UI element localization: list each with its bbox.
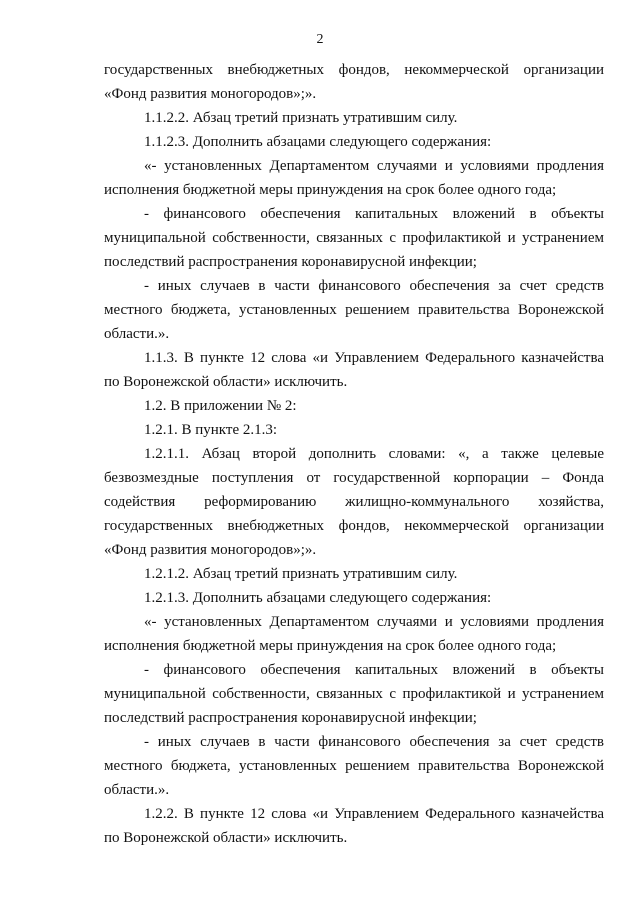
paragraph: 1.2.1.2. Абзац третий признать утратившим силу. (144, 566, 458, 582)
paragraph: 1.2.1.3. Дополнить абзацами следующего содержания: (144, 590, 492, 606)
paragraph: - финансового обеспечения капитальных вложений в объекты муниципальной собственности, связанных с профилактикой и устранением последствий распространения коронавирусной инфекции; (104, 662, 604, 726)
page-number: 2 (316, 32, 324, 47)
paragraph: 1.2.1. В пункте 2.1.3: (144, 422, 278, 438)
paragraph: - финансового обеспечения капитальных вложений в объекты муниципальной собственности, связанных с профилактикой и устранением последствий распространения коронавирусной инфекции; (104, 206, 604, 270)
paragraph: - иных случаев в части финансового обеспечения за счет средств местного бюджета, установленных решением правительства Воронежской области.». (104, 734, 604, 798)
paragraph: 1.2.2. В пункте 12 слова «и Управлением Федерального казначейства по Воронежской области» исключить. (104, 806, 604, 846)
paragraph: - иных случаев в части финансового обеспечения за счет средств местного бюджета, установленных решением правительства Воронежской области.». (104, 278, 604, 342)
paragraph: «- установленных Департаментом случаями и условиями продления исполнения бюджетной меры принуждения на срок более одного года; (104, 158, 604, 198)
document-body (104, 58, 604, 850)
paragraph: 1.2. В приложении № 2: (144, 398, 297, 414)
paragraph: «- установленных Департаментом случаями и условиями продления исполнения бюджетной меры принуждения на срок более одного года; (104, 614, 604, 654)
paragraph: 1.1.3. В пункте 12 слова «и Управлением Федерального казначейства по Воронежской области» исключить. (104, 350, 604, 390)
paragraph: 1.1.2.3. Дополнить абзацами следующего содержания: (144, 134, 492, 150)
paragraph: 1.1.2.2. Абзац третий признать утратившим силу. (144, 110, 458, 126)
paragraph: 1.2.1.1. Абзац второй дополнить словами: «, а также целевые безвозмездные поступления от государственной корпорации – Фонда содействия реформированию жилищно-коммунального хозяйства, государственных внебюджетных фондов, некоммерческой организации «Фонд развития моногородов»;». (104, 446, 604, 558)
paragraph: государственных внебюджетных фондов, некоммерческой организации «Фонд развития моногородов»;». (104, 62, 604, 102)
